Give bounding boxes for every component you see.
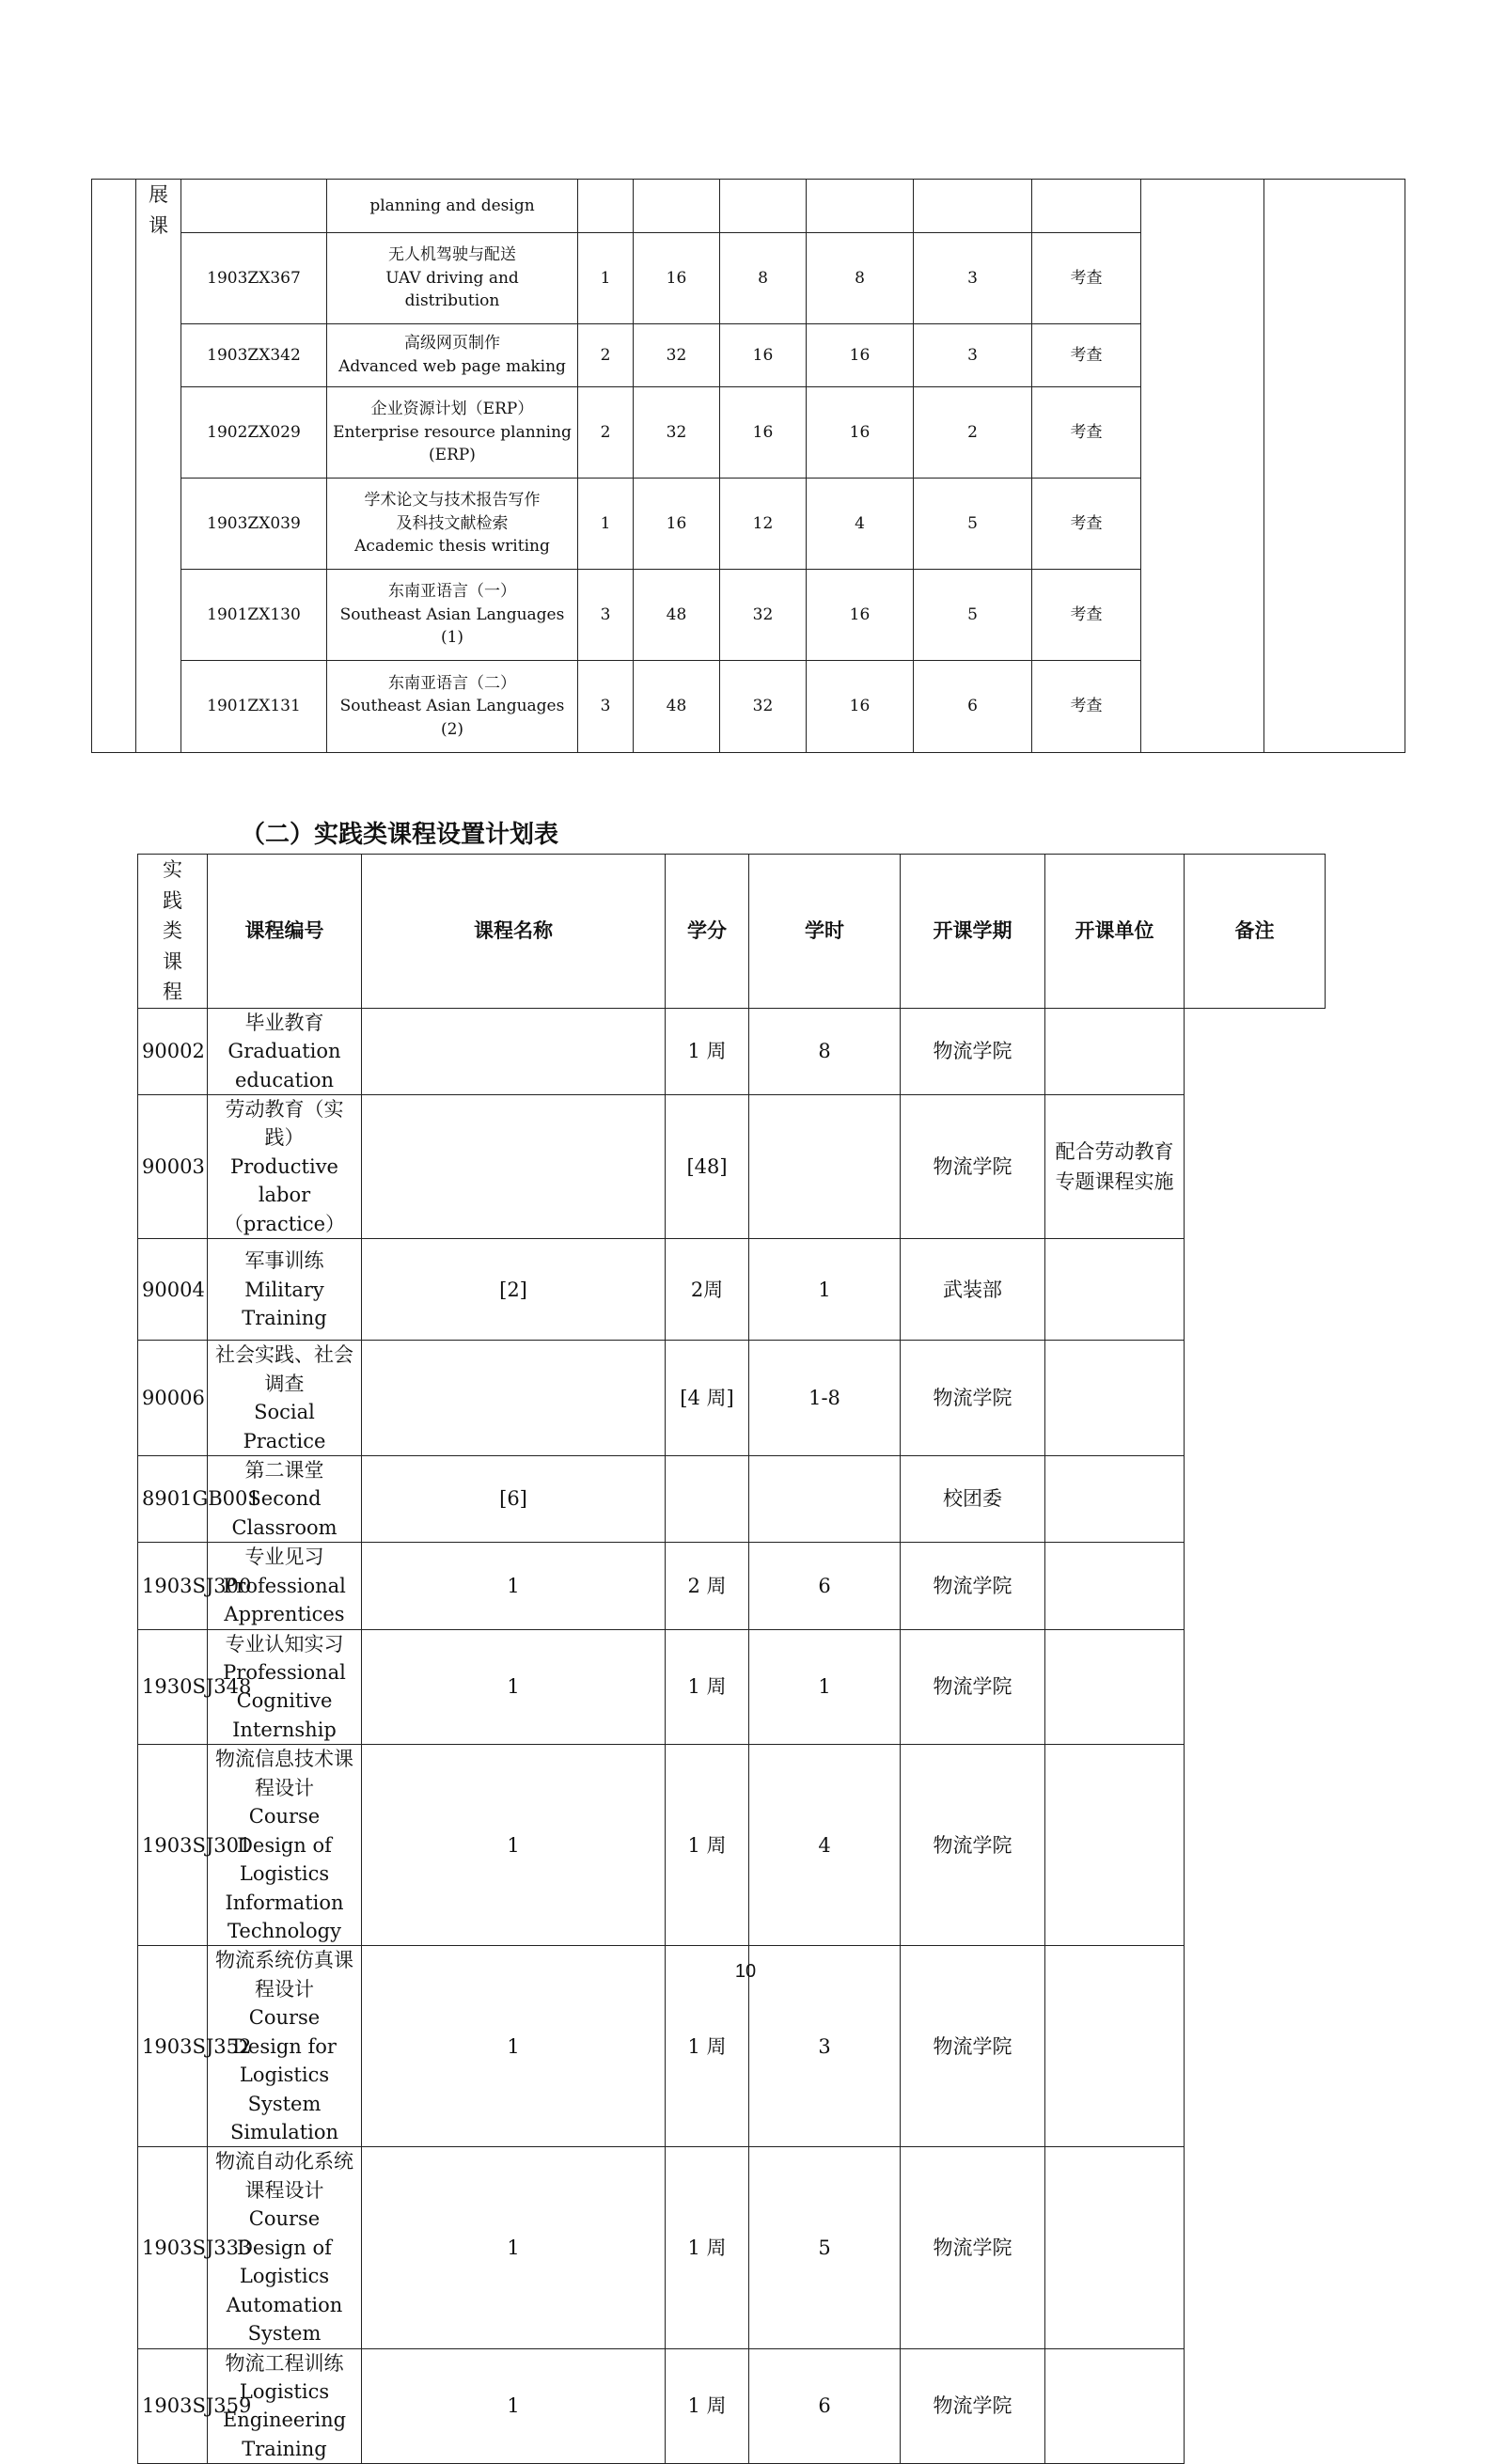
course-name-cell [327, 324, 578, 387]
course-name-line: Military Training [242, 1278, 327, 1329]
course-name-line: Course Design for Logistics [232, 2006, 337, 2087]
hours: 1 周 [666, 1946, 749, 2147]
semester: 4 [749, 1745, 901, 1946]
semester: 3 [749, 1946, 901, 2147]
assessment: 考查 [1032, 661, 1141, 753]
course-name-line: Graduation education [228, 1040, 341, 1091]
course-code: 1903ZX367 [181, 233, 327, 324]
lecture-hours: 16 [720, 324, 807, 387]
course-name-cell [208, 1239, 362, 1341]
course-name-cell [327, 180, 578, 233]
department: 物流学院 [901, 2147, 1045, 2348]
course-name-cell [327, 570, 578, 661]
course-name-line: Automation System [226, 2293, 343, 2346]
hours: 1 周 [666, 1008, 749, 1094]
hours: 1 周 [666, 2147, 749, 2348]
semester: 8 [749, 1008, 901, 1094]
header-credits: 学分 [666, 855, 749, 1009]
side-label-char: 程 [163, 981, 182, 1004]
department: 物流学院 [901, 1543, 1045, 1629]
table-row [138, 1008, 1326, 1094]
assessment: 考查 [1032, 570, 1141, 661]
course-name-line: System Simulation [229, 2092, 339, 2144]
course-code: 1903ZX342 [181, 324, 327, 387]
credits: [2] [362, 1239, 666, 1341]
course-name-line: UAV driving and [385, 268, 519, 288]
course-name-line: 及科技文献检索 [396, 513, 509, 533]
hours: 2周 [666, 1239, 749, 1341]
notes [1045, 1455, 1185, 1542]
header-notes: 备注 [1185, 855, 1326, 1009]
lecture-hours: 32 [720, 661, 807, 753]
semester: 5 [749, 2147, 901, 2348]
course-name-line: 物流工程训练 [225, 2351, 344, 2375]
course-name-line: 东南亚语言（一） [388, 582, 516, 602]
course-name-line: Advanced web page making [338, 357, 566, 376]
notes: 配合劳动教育专题课程实施 [1045, 1095, 1185, 1239]
course-name-line: Second Classroom [231, 1487, 337, 1539]
credits: 1 [362, 1946, 666, 2147]
course-code: 1902ZX029 [181, 387, 327, 479]
course-name-line: 高级网页制作 [404, 334, 500, 353]
table-row [138, 1455, 1326, 1542]
header-course-code: 课程编号 [208, 855, 362, 1009]
side-label-char: 类 [163, 919, 182, 943]
course-code [181, 180, 327, 233]
practice-hours: 4 [807, 479, 914, 570]
credits: 1 [362, 1745, 666, 1946]
total-hours: 32 [634, 387, 720, 479]
course-code: 1903SJ301 [138, 1745, 208, 1946]
header-course-name: 课程名称 [362, 855, 666, 1009]
course-name-line: 社会实践、社会调查 [215, 1343, 353, 1395]
assessment: 考查 [1032, 324, 1141, 387]
side-label-char: 实 [163, 858, 182, 881]
page-number: 10 [734, 1961, 757, 1982]
course-name-line: 物流自动化系统课程设计 [215, 2150, 353, 2202]
table-row [138, 1629, 1326, 1745]
course-name-line: 第二课堂 [244, 1458, 324, 1482]
course-name-line: (2) [440, 719, 464, 739]
practice-course-table-body [138, 1008, 1326, 2464]
hours: [48] [666, 1095, 749, 1239]
course-name-line: 企业资源计划（ERP） [370, 400, 534, 419]
semester: 6 [914, 661, 1032, 753]
course-name-line: 劳动教育（实践） [225, 1098, 344, 1150]
header-hours: 学时 [749, 855, 901, 1009]
notes [1045, 1745, 1185, 1946]
department: 物流学院 [901, 1946, 1045, 2147]
course-code: 1903SJ300 [138, 1543, 208, 1629]
course-code: 1903ZX039 [181, 479, 327, 570]
credits: 1 [362, 2348, 666, 2464]
lecture-hours: 16 [720, 387, 807, 479]
practice-table-header-row [138, 855, 1326, 1009]
practice-hours: 16 [807, 570, 914, 661]
side-label-char: 展 [149, 183, 168, 206]
course-name-line: Social Practice [243, 1401, 326, 1452]
course-code: 8901GB001 [138, 1455, 208, 1542]
credits [362, 1341, 666, 1456]
course-code: 1903SJ359 [138, 2348, 208, 2464]
hours: 1 周 [666, 2348, 749, 2464]
table-row [138, 1543, 1326, 1629]
department: 物流学院 [901, 1341, 1045, 1456]
notes [1045, 1239, 1185, 1341]
semester: 1 [749, 1239, 901, 1341]
lecture-hours [720, 180, 807, 233]
notes [1045, 1341, 1185, 1456]
table-row [138, 1745, 1326, 1946]
credits [362, 1095, 666, 1239]
course-name-line: distribution [404, 291, 500, 311]
hours: 1 周 [666, 1745, 749, 1946]
course-name-line: Professional Cognitive [223, 1661, 346, 1713]
course-name-line: 军事训练 [244, 1249, 324, 1273]
credits: 1 [362, 1543, 666, 1629]
hours [666, 1455, 749, 1542]
course-name-cell [208, 2348, 362, 2464]
course-name-line: (ERP) [429, 446, 476, 465]
total-hours: 16 [634, 233, 720, 324]
course-name-line: Southeast Asian Languages [339, 697, 565, 716]
credits: 3 [578, 661, 634, 753]
practice-hours: 16 [807, 387, 914, 479]
course-code: 1901ZX131 [181, 661, 327, 753]
credits: 1 [362, 1629, 666, 1745]
credits: 1 [362, 2147, 666, 2348]
department: 物流学院 [901, 1745, 1045, 1946]
hours: [4 周] [666, 1341, 749, 1456]
course-name-line: Southeast Asian Languages [339, 604, 565, 624]
blank-cell [1264, 180, 1405, 753]
table-row [138, 1095, 1326, 1239]
course-name-line: (1) [440, 628, 464, 648]
table-row [138, 2147, 1326, 2348]
course-name-line: 专业认知实习 [225, 1632, 344, 1656]
lecture-hours: 8 [720, 233, 807, 324]
assessment [1032, 180, 1141, 233]
table-row [138, 1341, 1326, 1456]
total-hours: 48 [634, 570, 720, 661]
course-code: 90002 [138, 1008, 208, 1094]
lecture-hours: 12 [720, 479, 807, 570]
notes [1045, 1543, 1185, 1629]
practice-hours [807, 180, 914, 233]
elective-course-table-continued [91, 179, 1405, 753]
header-department: 开课单位 [1045, 855, 1185, 1009]
assessment: 考查 [1032, 387, 1141, 479]
course-name-line: 毕业教育 [244, 1011, 324, 1034]
course-code: 1903SJ333 [138, 2147, 208, 2348]
total-hours: 48 [634, 661, 720, 753]
semester [749, 1455, 901, 1542]
lecture-hours: 32 [720, 570, 807, 661]
course-name-line: 专业见习 [244, 1546, 324, 1569]
semester: 6 [749, 1543, 901, 1629]
section-title: （二）实践类课程设置计划表 [241, 821, 559, 849]
semester: 2 [914, 387, 1032, 479]
total-hours: 32 [634, 324, 720, 387]
course-code: 1930SJ348 [138, 1629, 208, 1745]
course-name-cell [327, 479, 578, 570]
course-name-cell [327, 661, 578, 753]
elective-course-table-body [92, 180, 1405, 753]
hours: 2 周 [666, 1543, 749, 1629]
department: 物流学院 [901, 1008, 1045, 1094]
table-row [138, 1239, 1326, 1341]
course-code: 1903SJ352 [138, 1946, 208, 2147]
credits [578, 180, 634, 233]
department: 武装部 [901, 1239, 1045, 1341]
semester: 5 [914, 570, 1032, 661]
total-hours [634, 180, 720, 233]
course-name-line: 学术论文与技术报告写作 [364, 491, 541, 510]
department: 物流学院 [901, 1629, 1045, 1745]
semester: 5 [914, 479, 1032, 570]
credits: 2 [578, 387, 634, 479]
course-name-cell [208, 1543, 362, 1629]
course-code: 1901ZX130 [181, 570, 327, 661]
course-code: 90004 [138, 1239, 208, 1341]
course-name-cell [327, 387, 578, 479]
semester: 1-8 [749, 1341, 901, 1456]
department: 物流学院 [901, 2348, 1045, 2464]
credits: 1 [578, 479, 634, 570]
assessment: 考查 [1032, 479, 1141, 570]
category-side-label [136, 180, 181, 753]
course-name-line: Course Design of Logistics [237, 1805, 332, 1886]
course-name-line: Logistics Engineering [222, 2379, 347, 2432]
course-name-line: 无人机驾驶与配送 [388, 245, 516, 265]
course-name-line: 物流信息技术课程设计 [215, 1748, 353, 1799]
notes [1045, 1008, 1185, 1094]
blank-cell [1141, 180, 1264, 753]
hours: 1 周 [666, 1629, 749, 1745]
semester: 3 [914, 324, 1032, 387]
practice-courses-side-label [138, 855, 208, 1009]
table-row [92, 180, 1405, 233]
credits [362, 1008, 666, 1094]
semester: 6 [749, 2348, 901, 2464]
department: 校团委 [901, 1455, 1045, 1542]
assessment: 考查 [1032, 233, 1141, 324]
semester [914, 180, 1032, 233]
course-name-cell [327, 233, 578, 324]
practice-hours: 16 [807, 661, 914, 753]
practice-hours: 16 [807, 324, 914, 387]
course-name-line: Internship [232, 1718, 337, 1741]
course-name-line: Enterprise resource planning [333, 422, 572, 442]
semester [749, 1095, 901, 1239]
credits: [6] [362, 1455, 666, 1542]
course-code: 90003 [138, 1095, 208, 1239]
side-label-char: 课 [163, 950, 182, 973]
semester: 3 [914, 233, 1032, 324]
notes [1045, 2147, 1185, 2348]
practice-course-table [137, 854, 1326, 2464]
side-label-char: 践 [163, 888, 182, 912]
course-name-line: 东南亚语言（二） [388, 673, 516, 693]
blank-left-cell [92, 180, 136, 753]
course-name-line: Training [242, 2437, 327, 2460]
side-label-char: 课 [149, 213, 168, 237]
credits: 3 [578, 570, 634, 661]
credits: 1 [578, 233, 634, 324]
course-name-line: planning and design [369, 196, 535, 215]
course-name-cell [208, 1341, 362, 1456]
course-name-cell [208, 1095, 362, 1239]
department: 物流学院 [901, 1095, 1045, 1239]
course-name-line: Professional Apprentices [223, 1574, 346, 1626]
notes [1045, 1629, 1185, 1745]
header-semester: 开课学期 [901, 855, 1045, 1009]
course-name-line: Information Technology [225, 1891, 344, 1942]
table-row [138, 2348, 1326, 2464]
course-name-cell [208, 1008, 362, 1094]
course-name-line: Productive labor（practice） [223, 1154, 346, 1235]
semester: 1 [749, 1629, 901, 1745]
total-hours: 16 [634, 479, 720, 570]
course-code: 90006 [138, 1341, 208, 1456]
credits: 2 [578, 324, 634, 387]
course-name-line: Academic thesis writing [354, 537, 550, 557]
course-name-line: Course Design of Logistics [237, 2207, 332, 2288]
practice-hours: 8 [807, 233, 914, 324]
course-name-line: 物流系统仿真课程设计 [215, 1949, 353, 2001]
notes [1045, 2348, 1185, 2464]
